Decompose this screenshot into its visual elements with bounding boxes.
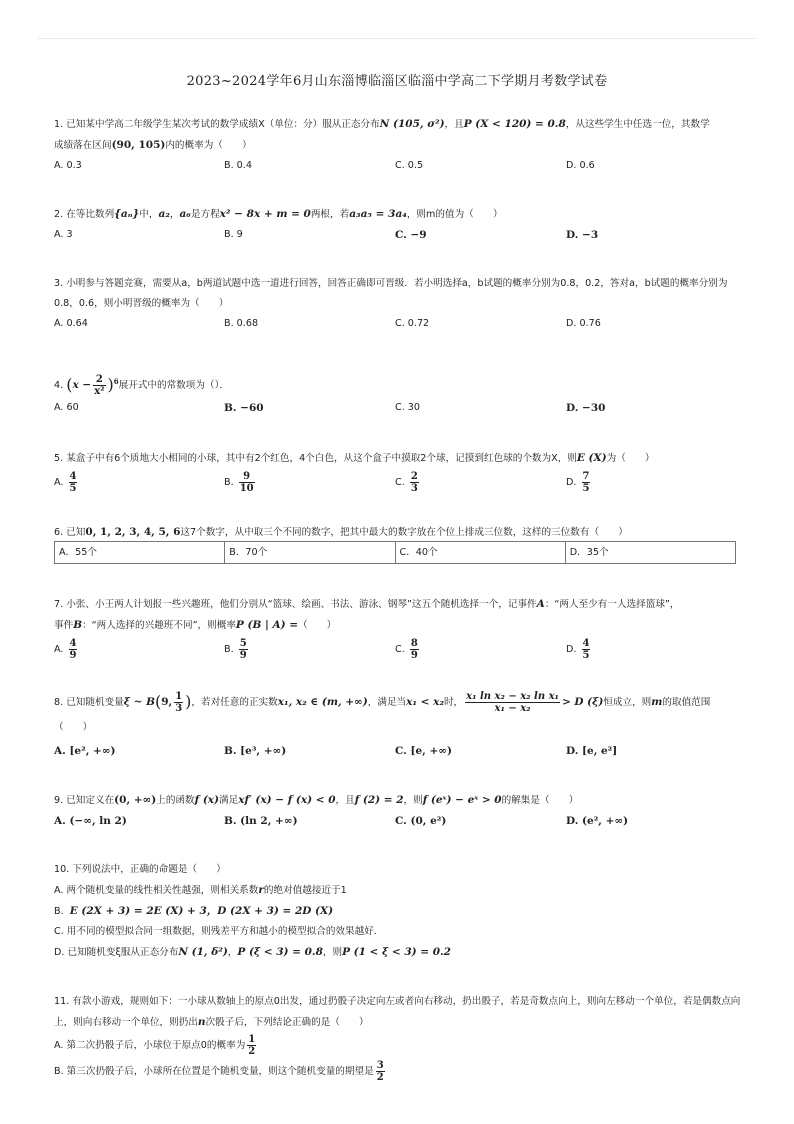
option-label: C.	[395, 644, 405, 655]
fraction-denominator: 2	[376, 1071, 384, 1083]
question-1-math-a: N (105, σ²)	[379, 118, 445, 130]
question-9	[54, 790, 744, 831]
option-fraction	[69, 471, 78, 494]
fraction-numerator: 8	[410, 637, 418, 649]
question-8-blank: （ ）	[54, 722, 93, 733]
option-d[interactable]: D．35个	[569, 547, 609, 558]
question-1-text-b: ，且	[444, 119, 464, 130]
question-1	[54, 114, 744, 176]
fraction-denominator: 3	[175, 702, 183, 714]
paren-left: (	[66, 375, 73, 395]
option-math: N (1, δ²)	[178, 946, 228, 958]
option-label: C.	[395, 477, 405, 488]
fraction-numerator: 2	[93, 374, 105, 386]
question-6-math: 0, 1, 2, 3, 4, 5, 6	[85, 526, 181, 538]
option-a[interactable]: A. 60	[54, 402, 79, 413]
option-c[interactable]	[395, 469, 421, 497]
option-d[interactable]	[54, 942, 744, 963]
question-11-stem	[54, 992, 744, 1033]
question-2-options	[54, 225, 744, 245]
option-text: ，则	[322, 947, 343, 958]
option-fraction	[69, 638, 78, 661]
option-a[interactable]: A. (−∞, ln 2)	[54, 815, 127, 827]
question-4-text: 展开式中的常数项为（）．	[118, 380, 229, 392]
fraction-denominator: 10	[239, 482, 254, 494]
option-text: D. 已知随机变ξ服从正态分布	[54, 947, 179, 958]
question-6-options-table	[54, 541, 736, 564]
question-1-text-a: 1. 已知某中学高二年级学生某次考试的数学成绩X（单位：分）服从正态分布	[54, 119, 380, 130]
question-9-stem	[54, 790, 744, 811]
question-9-text-a: 9. 已知定义在	[54, 795, 115, 806]
question-6-text-b: 这7个数字，从中取三个不同的数字，把其中最大的数字放在个位上排成三位数，这样的三位数有（ ）	[180, 527, 628, 538]
question-7-math-b: B	[73, 619, 83, 631]
option-math: P (ξ < 3) = 0.8	[237, 946, 323, 958]
option-b[interactable]: B. 0.4	[224, 160, 252, 171]
question-9-math-a: (0, +∞)	[114, 794, 157, 806]
question-10	[54, 860, 744, 963]
option-text: 的绝对值越接近于1	[263, 885, 347, 896]
header-divider	[38, 38, 756, 39]
paren-right: )	[107, 375, 114, 395]
question-2-math-a: {aₙ}	[114, 208, 140, 220]
option-d[interactable]: D. 0.76	[566, 318, 601, 329]
option-a[interactable]	[54, 636, 79, 664]
option-label: B.	[54, 906, 64, 917]
question-8-text-a: 8. 已知随机变量	[54, 697, 124, 708]
question-9-text-c: 满足	[219, 795, 239, 806]
question-9-math-d: f (2) = 2	[354, 794, 404, 806]
question-1-math-c: (90, 105)	[111, 139, 166, 151]
question-2-text-a: 2. 在等比数列	[54, 209, 115, 220]
fraction-numerator: 7	[582, 470, 590, 482]
option-d[interactable]: D. (e², +∞)	[566, 815, 629, 827]
option-fraction	[582, 638, 591, 661]
question-3-stem: 3. 小明参与答题竞赛，需要从a，b两道试题中选一道进行回答，回答正确即可晋级．若小明选择a，b试题的概率分别为0.8，0.2，答对a，b试题的概率分别为0.8，0.6，则小明晋级的概率为（ ）	[54, 278, 728, 309]
question-2-math-b: a₂	[158, 208, 170, 220]
option-fraction	[239, 638, 248, 661]
question-8-big-fraction	[465, 691, 560, 714]
question-8-options	[54, 741, 744, 761]
question-1-text-e: 内的概率为（ ）	[165, 140, 252, 151]
fraction-denominator: x₁ − x₂	[494, 702, 531, 714]
option-b[interactable]: B. −60	[224, 402, 264, 414]
option-c[interactable]	[395, 636, 421, 664]
option-text: ，	[227, 947, 238, 958]
page-title: 2023~2024学年6月山东淄博临淄区临淄中学高二下学期月考数学试卷	[186, 74, 608, 89]
option-text: A. 第二次扔骰子后，小球位于原点0的概率为	[54, 1040, 246, 1051]
option-label: A.	[54, 477, 64, 488]
question-9-text-b: 上的函数	[156, 795, 195, 806]
option-d[interactable]	[566, 469, 592, 497]
fraction-denominator: 3	[410, 482, 418, 494]
question-9-options	[54, 811, 744, 831]
question-3	[54, 274, 744, 334]
question-4-stem	[54, 366, 744, 398]
question-7-text-a: 7. 小张、小王两人计划报一些兴趣班，他们分别从“篮球、绘画、书法、游泳、钢琴”这五个随机选择一个，记事件	[54, 599, 537, 610]
option-b[interactable]: B．70个	[225, 542, 395, 563]
question-5-math: E (X)	[576, 452, 607, 464]
question-8-stem	[54, 686, 744, 719]
question-11	[54, 992, 744, 1085]
question-8-text-f: 的取值范围	[662, 697, 711, 708]
fraction-numerator: 9	[239, 471, 255, 483]
question-2-text-f: ，则m的值为（ ）	[406, 209, 503, 220]
question-2-stem	[54, 204, 744, 225]
question-6	[54, 522, 744, 543]
question-11-math: n	[197, 1016, 206, 1028]
paren-left: (	[154, 692, 162, 711]
question-1-stem	[54, 114, 744, 156]
option-b[interactable]	[54, 901, 744, 922]
fraction-denominator: x²	[94, 385, 105, 397]
question-2-text-e: 两根，若	[310, 209, 350, 220]
question-5-text-b: 为（ ）	[606, 453, 655, 464]
question-7-text-e: （ ）	[298, 620, 337, 631]
option-c[interactable]: C. [e, +∞)	[395, 745, 452, 757]
question-5-options	[54, 469, 744, 497]
option-math: r	[258, 884, 264, 896]
question-6-text-a: 6. 已知	[54, 527, 86, 538]
fraction-numerator: x₁ ln x₂ − x₂ ln x₁	[466, 690, 559, 702]
question-8-text-c: ，满足当	[367, 697, 407, 708]
question-4-math: x −	[72, 379, 92, 392]
question-8-text-e: 恒成立，则	[603, 697, 652, 708]
option-c[interactable]: C. −9	[395, 229, 427, 241]
option-math: E (2X + 3) = 2E (X) + 3，D (2X + 3) = 2D (X)	[69, 905, 334, 917]
question-7-text-b: ：“两人至少有一人选择篮球”，	[544, 599, 680, 610]
option-d[interactable]: D. −30	[566, 402, 606, 414]
question-7-text-c: 事件	[54, 620, 74, 631]
fraction-denominator: 5	[582, 649, 590, 661]
question-8-fraction	[174, 691, 183, 714]
option-fraction	[239, 471, 255, 494]
question-9-math-b: f (x)	[194, 794, 220, 806]
question-2-math-e: a₃a₅ = 3a₄	[349, 208, 407, 220]
option-fraction	[376, 1060, 385, 1083]
fraction-denominator: 9	[239, 649, 247, 661]
option-fraction	[247, 1034, 256, 1057]
question-11-text-b: 次骰子后，下列结论正确的是（ ）	[205, 1017, 369, 1028]
question-4-exponent: 6	[113, 377, 119, 386]
option-b[interactable]: B. (ln 2, +∞)	[224, 815, 298, 827]
question-4-number: 4.	[54, 380, 64, 392]
option-b[interactable]	[54, 1059, 744, 1085]
question-3-options	[54, 314, 744, 334]
option-text: A. 两个随机变量的线性相关性越强，则相关系数	[54, 885, 259, 896]
option-a[interactable]	[54, 469, 79, 497]
question-2-math-c: a₆	[179, 208, 191, 220]
option-text: B. 第三次扔骰子后，小球所在位置是个随机变量，则这个随机变量的期望是	[54, 1066, 374, 1077]
question-4-options	[54, 398, 744, 418]
option-c[interactable]: C. 30	[395, 402, 421, 413]
question-8-math-c: x₁, x₂ ∈ (m, +∞)	[277, 696, 368, 708]
fraction-denominator: 5	[582, 482, 590, 494]
option-b[interactable]: B. 9	[224, 229, 243, 240]
question-9-math-c: xf′ (x) − f (x) < 0	[238, 794, 336, 806]
option-d[interactable]	[566, 636, 592, 664]
option-d[interactable]: D. [e, e²]	[566, 745, 618, 757]
question-5-text-a: 5. 某盒子中有6个质地大小相同的小球，其中有2个红色，4个白色，从这个盒子中摸取2个球，记摸到红色球的个数为X，则	[54, 453, 577, 464]
question-2-text-d: 是方程	[190, 209, 220, 220]
question-8-math-e: > D (ξ)	[561, 696, 604, 708]
question-8-text-b: ，若对任意的正实数	[191, 697, 278, 708]
option-a[interactable]	[54, 880, 744, 901]
question-4-fraction	[93, 374, 105, 397]
option-c[interactable]: C．40个	[396, 542, 566, 563]
fraction-numerator: 4	[69, 637, 77, 649]
question-5	[54, 448, 744, 497]
fraction-denominator: 2	[248, 1045, 256, 1057]
option-c[interactable]: C. 0.72	[395, 318, 430, 329]
option-a[interactable]: A. 0.3	[54, 160, 82, 171]
question-7	[54, 594, 744, 664]
option-label: D.	[566, 477, 577, 488]
option-label: D.	[566, 644, 577, 655]
option-label: B.	[224, 644, 234, 655]
fraction-denominator: 5	[69, 482, 77, 494]
question-8-math-f: m	[651, 696, 663, 708]
option-fraction	[582, 471, 591, 494]
question-4	[54, 366, 744, 418]
option-fraction	[410, 638, 419, 661]
option-d[interactable]: D. −3	[566, 229, 599, 241]
fraction-denominator: 9	[69, 649, 77, 661]
fraction-numerator: 3	[376, 1059, 384, 1071]
option-b[interactable]: B. 0.68	[224, 318, 259, 329]
option-c[interactable]: C. 0.5	[395, 160, 424, 171]
option-fraction	[410, 471, 419, 494]
option-b[interactable]	[224, 636, 250, 664]
question-1-text-c: ，从这些学生中任选一位，其数学	[565, 119, 710, 130]
question-2	[54, 204, 744, 245]
question-8	[54, 686, 744, 761]
question-8-math-b: 9,	[161, 696, 173, 708]
fraction-numerator: 1	[175, 690, 183, 702]
option-label: B.	[224, 477, 234, 488]
option-c[interactable]: C. 用不同的模型拟合同一组数据，则残差平方和越小的模型拟合的效果越好．	[54, 926, 384, 937]
option-label: A.	[54, 644, 64, 655]
question-6-stem	[54, 522, 744, 543]
option-a[interactable]: A. [e², +∞)	[54, 745, 116, 757]
option-d[interactable]: D. 0.6	[566, 160, 595, 171]
question-1-math-b: P (X < 120) = 0.8	[463, 118, 566, 130]
fraction-numerator: 1	[248, 1033, 256, 1045]
option-c[interactable]: C. (0, e²)	[395, 815, 447, 827]
question-10-stem: 10. 下列说法中，正确的命题是（ ）	[54, 864, 226, 875]
question-7-text-d: ：“两人选择的兴趣班不同”，则概率	[82, 620, 236, 631]
question-8-math-a: ξ ~ B	[123, 696, 155, 708]
option-a[interactable]	[54, 1033, 744, 1059]
fraction-numerator: 2	[410, 470, 418, 482]
question-9-math-e: f (eˣ) − eˣ > 0	[422, 794, 502, 806]
option-a[interactable]: A. 3	[54, 229, 73, 240]
question-8-text-d: 时，	[443, 697, 464, 708]
question-9-text-d: ，且	[335, 795, 355, 806]
fraction-denominator: 9	[410, 649, 418, 661]
question-1-options	[54, 156, 744, 176]
paren-right: )	[185, 692, 192, 711]
option-b[interactable]	[224, 469, 257, 497]
question-1-text-d: 成绩落在区间	[54, 140, 112, 151]
question-2-text-b: 中，	[139, 209, 159, 220]
question-7-options	[54, 636, 744, 664]
option-a[interactable]: A．55个	[55, 542, 225, 563]
question-5-stem	[54, 448, 744, 469]
question-8-math-d: x₁ < x₂	[406, 696, 444, 708]
question-11-text-a: 11. 有款小游戏，规则如下：一小球从数轴上的原点0出发，通过扔骰子决定向左或者向右移动，扔出骰子，若是奇数点向上，则向左移动一个单位，若是偶数点向上，则向右移动一个单位，则扔出	[54, 996, 741, 1028]
question-7-math-c: P (B | A) =	[235, 619, 299, 631]
option-math: P (1 < ξ < 3) = 0.2	[342, 946, 451, 958]
option-b[interactable]: B. [e³, +∞)	[224, 745, 287, 757]
fraction-numerator: 4	[69, 470, 77, 482]
question-7-math-a: A	[536, 598, 545, 610]
question-9-text-f: 的解集是（ ）	[501, 795, 579, 806]
question-9-text-e: ，则	[403, 795, 423, 806]
fraction-numerator: 5	[239, 637, 247, 649]
question-2-text-c: ，	[169, 209, 180, 220]
option-a[interactable]: A. 0.64	[54, 318, 88, 329]
question-2-math-d: x² − 8x + m = 0	[219, 208, 311, 220]
question-7-stem	[54, 594, 744, 636]
fraction-numerator: 4	[582, 637, 590, 649]
